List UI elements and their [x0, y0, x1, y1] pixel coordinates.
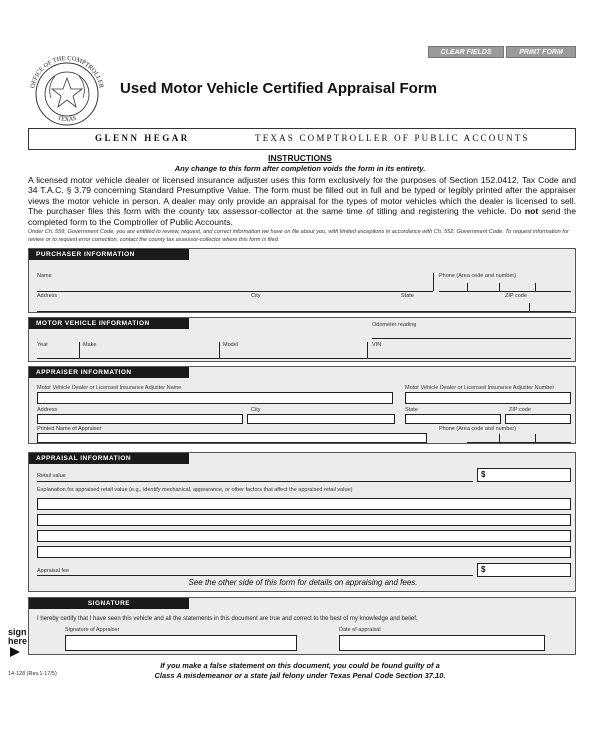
comptroller-office: TEXAS COMPTROLLER OF PUBLIC ACCOUNTS	[255, 133, 530, 143]
seal-bottom-text: TEXAS	[56, 115, 78, 124]
purchaser-city-label: City	[251, 293, 261, 299]
signature-section	[28, 597, 576, 655]
sign-here-arrow-icon	[10, 647, 20, 657]
purchaser-address-field[interactable]	[37, 311, 571, 312]
instructions-warning: Any change to this form after completion voids the form in its entirety.	[174, 164, 426, 173]
svg-text:OFFICE OF THE COMPTROLLER	[29, 56, 104, 90]
appraiser-city-field[interactable]	[247, 414, 395, 424]
appraiser-address-field[interactable]	[37, 414, 243, 424]
appraisal-fee-field[interactable]	[477, 563, 571, 577]
law-notice: Under Ch. 559, Government Code, you are entitled to review, request, and correct information we have on file about you, with limited exceptions in accordance with Ch. 552, Government Code. To request information for review or to request error correction, contact the county tax assessor-collector where this form is filed.	[28, 229, 569, 243]
appraisal-header: APPRAISAL INFORMATION	[29, 453, 189, 464]
dealer-number-label: Motor Vehicle Dealer or Licensed Insurance Adjuster Number	[405, 385, 555, 391]
dealer-name-field[interactable]	[37, 392, 393, 404]
instructions-body: A licensed motor vehicle dealer or licensed insurance adjuster uses this form exclusively for the purposes of Section 152.0412, Tax Code and 34 T.A.C. § 3.79 concerning Standard Presumptive Value. The form must be filled out in full and be typed or legibly printed after the appraiser views the motor vehicle in person. A dealer may only provide an appraisal for the types of motor vehicles which the dealer is licensed to sell. The purchaser files this form with the county tax assessor-collector at the same time of titling and registering the vehicle. Do not send the completed form to the Comptroller of Public Accounts.	[28, 175, 576, 227]
retail-value-field[interactable]	[477, 468, 571, 482]
appraiser-signature-label: Signature of Appraiser	[65, 627, 120, 633]
explanation-line-1[interactable]	[37, 498, 571, 510]
appraiser-section	[28, 366, 576, 444]
vin-label: VIN	[372, 342, 382, 348]
appraiser-zip-label: ZIP code	[509, 407, 531, 413]
appraiser-state-label: State	[405, 407, 418, 413]
appraiser-phone-field[interactable]	[467, 442, 571, 443]
purchaser-phone-field[interactable]	[439, 291, 571, 292]
purchaser-section	[28, 248, 576, 313]
explanation-line-4[interactable]	[37, 546, 571, 558]
svg-text:TEXAS	[57, 116, 77, 123]
vehicle-details-field[interactable]	[37, 358, 571, 359]
seal-top-text: OFFICE OF THE COMPTROLLER	[29, 56, 105, 89]
vehicle-header: MOTOR VEHICLE INFORMATION	[29, 318, 189, 329]
printed-name-field[interactable]	[37, 433, 427, 443]
purchaser-header: PURCHASER INFORMATION	[29, 249, 189, 260]
dealer-number-field[interactable]	[405, 392, 571, 404]
purchaser-address-label: Address	[37, 293, 58, 299]
odometer-field[interactable]	[372, 338, 571, 339]
appraiser-address-label: Address	[37, 407, 58, 413]
model-label: Model	[223, 342, 238, 348]
fee-currency: $	[481, 565, 486, 574]
purchaser-state-label: State	[401, 293, 414, 299]
certify-text: I hereby certify that I have seen this vehicle and all the statements in this document are true and correct to the best of my knowledge and belief.	[37, 616, 418, 622]
purchaser-name-label: Name	[37, 273, 52, 279]
printed-name-label: Printed Name of Appraiser	[37, 426, 102, 432]
appraiser-signature-field[interactable]	[65, 635, 297, 651]
retail-currency: $	[481, 470, 486, 479]
explanation-line-3[interactable]	[37, 530, 571, 542]
retail-value-label: Retail value	[37, 473, 66, 479]
explanation-label: Explanation for appraised retail value (e.g., identify mechanical, appearance, or other factors that affect the appraised retail value)	[37, 487, 353, 493]
comptroller-bar	[28, 128, 576, 150]
date-of-appraisal-field[interactable]	[339, 635, 545, 651]
purchaser-phone-label: Phone (Area code and number)	[439, 273, 517, 279]
appraiser-zip-field[interactable]	[505, 414, 571, 424]
appraiser-header: APPRAISER INFORMATION	[29, 367, 189, 378]
purchaser-zip-label: ZIP code	[505, 293, 527, 299]
explanation-line-2[interactable]	[37, 514, 571, 526]
signature-header: SIGNATURE	[29, 598, 189, 609]
appraiser-phone-label: Phone (Area code and number)	[439, 426, 517, 432]
comptroller-name: GLENN HEGAR	[95, 133, 190, 143]
make-label: Make	[83, 342, 97, 348]
appraisal-section	[28, 452, 576, 592]
vehicle-section	[28, 317, 576, 362]
false-statement-warning: If you make a false statement on this document, you could be found guilty of a Class A misdemeanor or a state jail felony under Texas Penal Code Section 37.10.	[154, 661, 446, 680]
purchaser-name-field[interactable]	[37, 291, 433, 292]
odometer-label: Odometer reading	[372, 322, 417, 328]
appraiser-state-field[interactable]	[405, 414, 501, 424]
appraiser-city-label: City	[251, 407, 261, 413]
year-label: Year	[37, 342, 49, 348]
see-other-side-note: See the other side of this form for details on appraising and fees.	[188, 578, 418, 587]
form-title: Used Motor Vehicle Certified Appraisal Form	[120, 80, 438, 97]
comptroller-seal	[21, 56, 113, 126]
instructions-heading: INSTRUCTIONS	[268, 153, 332, 163]
date-label: Date of appraisal	[339, 627, 381, 633]
sign-here-marker: sign here	[8, 627, 28, 646]
form-number: 14-128 (Rev.1-17/5)	[8, 671, 57, 677]
appraisal-fee-label: Appraisal fee	[37, 568, 70, 574]
clear-fields-button[interactable]: CLEAR FIELDS	[428, 46, 504, 58]
print-form-button[interactable]: PRINT FORM	[506, 46, 576, 58]
dealer-name-label: Motor Vehicle Dealer or Licensed Insurance Adjuster Name	[37, 385, 182, 391]
